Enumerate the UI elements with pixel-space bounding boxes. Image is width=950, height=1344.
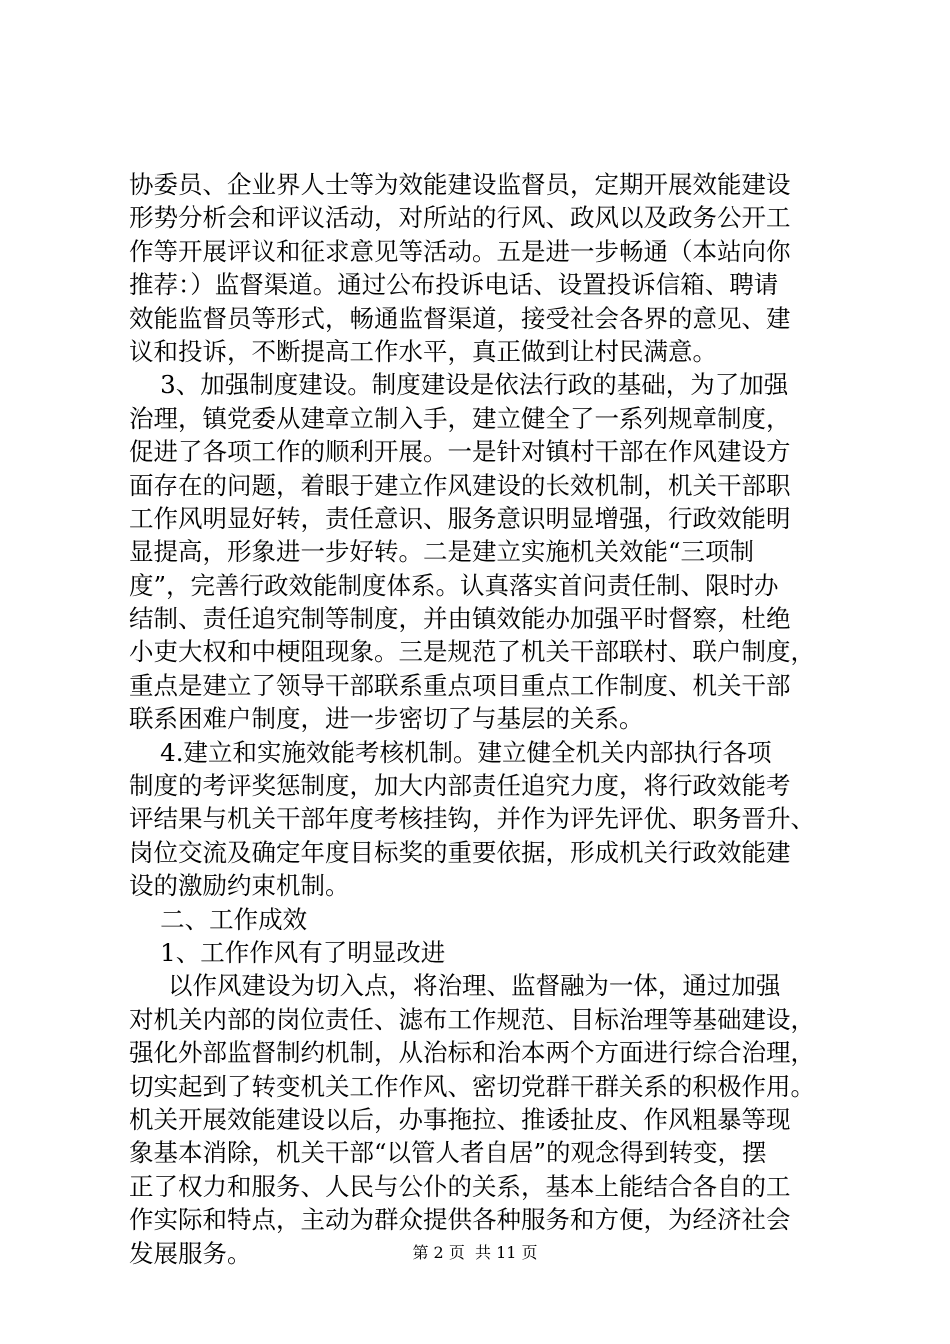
section-heading: 二、工作成效	[129, 904, 308, 934]
text-line: 促进了各项工作的顺利开展。一是针对镇村干部在作风建设方	[129, 437, 791, 467]
text-line: 联系困难户制度，进一步密切了与基层的关系。	[129, 704, 644, 734]
document-body	[129, 168, 859, 1270]
text-line: 形势分析会和评议活动，对所站的行风、政风以及政务公开工	[129, 203, 791, 233]
text-line: 以作风建设为切入点，将治理、监督融为一体，通过加强	[129, 971, 781, 1001]
text-line: 小吏大权和中梗阻现象。三是规范了机关干部联村、联户制度，	[129, 637, 815, 667]
text-line: 象基本消除，机关干部“以管人者自居”的观念得到转变，摆	[129, 1138, 767, 1168]
text-line: 显提高，形象进一步好转。二是建立实施机关效能“三项制	[129, 537, 755, 567]
text-line: 制度的考评奖惩制度，加大内部责任追究力度，将行政效能考	[129, 771, 791, 801]
page-number-footer: 第 2 页 共 11 页	[412, 1243, 538, 1262]
text-line: 发展服务。	[129, 1238, 252, 1268]
text-line: 评结果与机关干部年度考核挂钩，并作为评先评优、职务晋升、	[129, 804, 815, 834]
text-line: 效能监督员等形式，畅通监督渠道，接受社会各界的意见、建	[129, 303, 791, 333]
text-line: 切实起到了转变机关工作作风、密切党群干群关系的积极作用。	[129, 1071, 815, 1101]
text-line: 面存在的问题，着眼于建立作风建设的长效机制，机关干部职	[129, 470, 791, 500]
text-line: 3、加强制度建设。制度建设是依法行政的基础，为了加强	[129, 370, 789, 400]
text-line: 工作风明显好转，责任意识、服务意识明显增强，行政效能明	[129, 503, 791, 533]
text-line: 议和投诉，不断提高工作水平，真正做到让村民满意。	[129, 336, 717, 366]
text-line: 度”，完善行政效能制度体系。认真落实首问责任制、限时办	[129, 570, 779, 600]
text-line: 作等开展评议和征求意见等活动。五是进一步畅通（本站向你	[129, 236, 791, 266]
text-line: 协委员、企业界人士等为效能建设监督员，定期开展效能建设	[129, 170, 791, 199]
text-line: 岗位交流及确定年度目标奖的重要依据，形成机关行政效能建	[129, 837, 791, 867]
text-line: 设的激励约束机制。	[129, 871, 350, 901]
text-line: 正了权力和服务、人民与公仆的关系，基本上能结合各自的工	[129, 1171, 791, 1201]
text-line: 对机关内部的岗位责任、滤布工作规范、目标治理等基础建设，	[129, 1004, 815, 1034]
text-line: 结制、责任追究制等制度，并由镇效能办加强平时督察，杜绝	[129, 604, 791, 634]
text-line: 治理，镇党委从建章立制入手，建立健全了一系列规章制度，	[129, 403, 791, 433]
text-line: 强化外部监督制约机制，从治标和治本两个方面进行综合治理，	[129, 1038, 815, 1068]
subsection-heading: 1、工作作风有了明显改进	[129, 937, 446, 967]
text-line: 机关开展效能建设以后，办事拖拉、推诿扯皮、作风粗暴等现	[129, 1104, 791, 1134]
text-line: 作实际和特点，主动为群众提供各种服务和方便，为经济社会	[129, 1205, 791, 1235]
text-line: 重点是建立了领导干部联系重点项目重点工作制度、机关干部	[129, 670, 791, 700]
text-line: 推荐：）监督渠道。通过公布投诉电话、设置投诉信箱、聘请	[129, 270, 779, 300]
text-line: 4.建立和实施效能考核机制。建立健全机关内部执行各项	[129, 737, 772, 767]
